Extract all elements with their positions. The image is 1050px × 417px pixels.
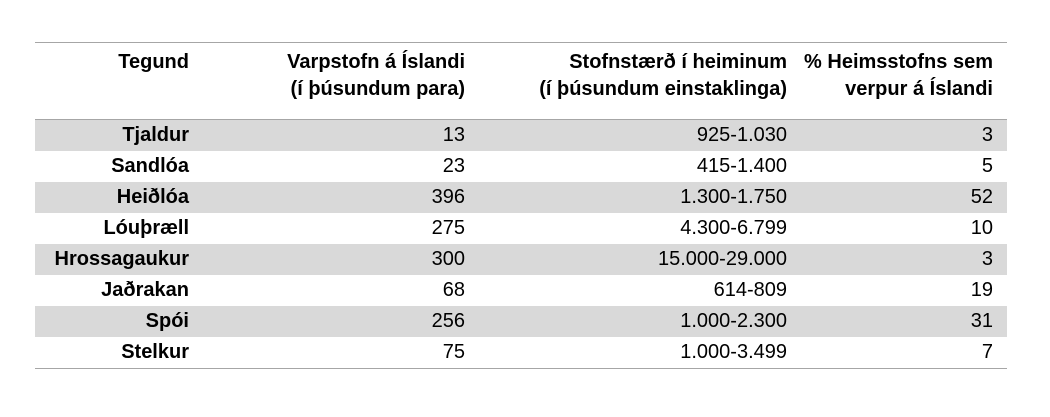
header-percent-iceland-line1: % Heimsstofns sem xyxy=(804,51,993,73)
species-cell: Lóuþræll xyxy=(103,217,189,239)
header-percent-iceland-line2: verpur á Íslandi xyxy=(845,78,993,100)
table-body xyxy=(35,120,1007,369)
world-population-cell: 415-1.400 xyxy=(696,155,787,177)
header-iceland-pairs xyxy=(203,43,479,120)
header-world-population-line1: Stofnstærð í heiminum xyxy=(569,51,787,73)
header-species xyxy=(35,43,203,120)
species-cell: Stelkur xyxy=(35,337,203,369)
species-cell: Tjaldur xyxy=(122,124,189,146)
table-row xyxy=(35,337,1007,369)
iceland-pairs-cell: 275 xyxy=(431,217,465,239)
percent-iceland-cell: 7 xyxy=(801,337,1007,369)
species-table-container xyxy=(35,42,1007,369)
header-species-line1: Tegund xyxy=(118,51,189,73)
iceland-pairs-cell: 75 xyxy=(203,337,479,369)
percent-iceland-cell: 31 xyxy=(970,310,993,332)
percent-iceland-cell: 19 xyxy=(970,279,993,301)
iceland-pairs-cell: 23 xyxy=(442,155,465,177)
header-percent-iceland xyxy=(801,43,1007,120)
iceland-pairs-cell: 13 xyxy=(442,124,465,146)
world-population-cell: 925-1.030 xyxy=(696,124,787,146)
world-population-cell: 1.300-1.750 xyxy=(680,186,787,208)
world-population-cell: 4.300-6.799 xyxy=(680,217,787,239)
iceland-pairs-cell: 68 xyxy=(442,279,465,301)
percent-iceland-cell: 3 xyxy=(981,124,993,146)
table-row xyxy=(35,306,1007,337)
iceland-pairs-cell: 256 xyxy=(431,310,465,332)
iceland-pairs-cell: 396 xyxy=(431,186,465,208)
world-population-cell: 1.000-2.300 xyxy=(680,310,787,332)
species-population-table xyxy=(35,42,1007,369)
table-header xyxy=(35,43,1007,120)
world-population-cell: 1.000-3.499 xyxy=(479,337,801,369)
percent-iceland-cell: 10 xyxy=(970,217,993,239)
species-cell: Jaðrakan xyxy=(101,279,189,301)
header-row xyxy=(35,43,1007,120)
table-row xyxy=(35,244,1007,275)
header-iceland-pairs-line2: (í þúsundum para) xyxy=(290,78,465,100)
world-population-cell: 614-809 xyxy=(713,279,787,301)
header-iceland-pairs-line1: Varpstofn á Íslandi xyxy=(287,51,465,73)
header-world-population xyxy=(479,43,801,120)
percent-iceland-cell: 52 xyxy=(970,186,993,208)
species-cell: Spói xyxy=(145,310,189,332)
percent-iceland-cell: 3 xyxy=(981,248,993,270)
percent-iceland-cell: 5 xyxy=(981,155,993,177)
species-cell: Heiðlóa xyxy=(116,186,189,208)
iceland-pairs-cell: 300 xyxy=(431,248,465,270)
table-row xyxy=(35,151,1007,182)
species-cell: Hrossagaukur xyxy=(54,248,189,270)
world-population-cell: 15.000-29.000 xyxy=(657,248,787,270)
species-cell: Sandlóa xyxy=(111,155,189,177)
table-row xyxy=(35,213,1007,244)
table-row xyxy=(35,182,1007,213)
table-row xyxy=(35,275,1007,306)
header-world-population-line2: (í þúsundum einstaklinga) xyxy=(539,78,787,100)
table-row xyxy=(35,120,1007,152)
